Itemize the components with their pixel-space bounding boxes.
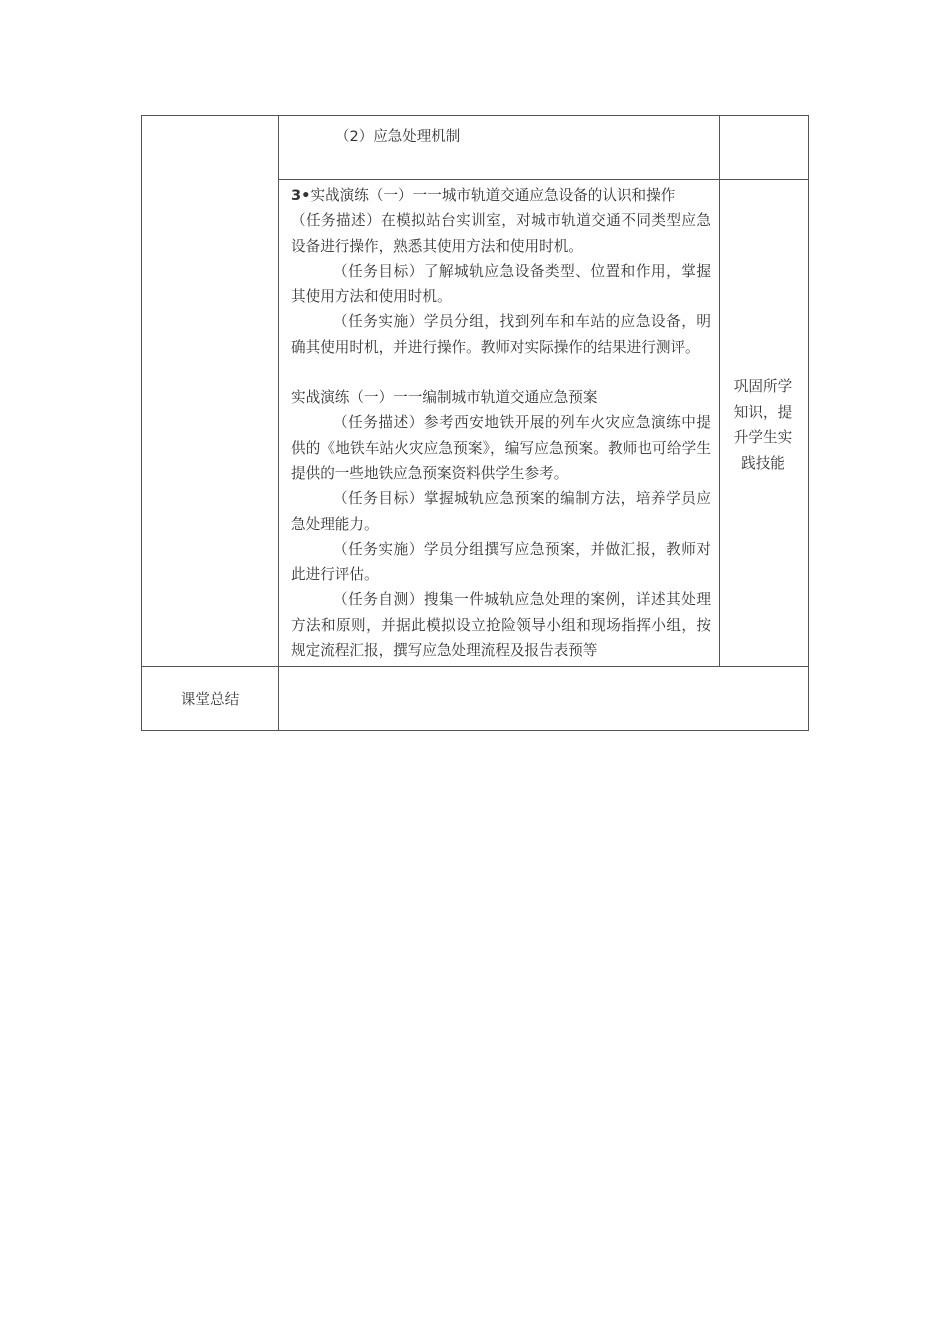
practice-1-description: （任务描述）在模拟站台实训室，对城市轨道交通不同类型应急设备进行操作，熟悉其使用方法和使用时机。 [291,212,711,255]
practice-2-goal: （任务目标）掌握城轨应急预案的编制方法，培养学员应急处理能力。 [291,490,711,533]
objective-line: 知识，提 [733,403,793,421]
practice-1-goal: （任务目标）了解城轨应急设备类型、位置和作用，掌握其使用方法和使用时机。 [291,262,711,306]
practice-2-description: （任务描述）参考西安地铁开展的列车火灾应急演练中提供的《地铁车站火灾应急预案》，编写应急预案。教师也可给学生提供的一些地铁应急预案资料供学生参考。 [291,414,711,482]
paragraph-gap [291,360,711,385]
practice-2-self-test: （任务自测）搜集一件城轨应急处理的案例，详述其处理方法和原则，并据此模拟设立抢险领导小组和现场指挥小组，按规定流程汇报，撰写应急处理流程及报告表预等 [291,591,711,660]
table-right-border [808,115,809,731]
practice-1-title: 3•实战演练（一）一一城市轨道交通应急设备的认识和操作 [291,187,676,204]
practice-1-implementation: （任务实施）学员分组，找到列车和车站的应急设备，明确其使用时机，并进行操作。教师对实际操作的结果进行测评。 [291,313,711,356]
table-top-border [141,115,809,116]
row1-bottom-border [278,179,809,180]
column2-divider [719,115,720,667]
table-left-border [141,115,142,731]
class-summary-label: 课堂总结 [180,691,240,708]
row2-bottom-border [141,666,809,667]
practice-2-implementation: （任务实施）学员分组撰写应急预案，并做汇报，教师对此进行评估。 [291,540,711,584]
objective-line: 践技能 [741,454,785,472]
practice-content [291,183,711,664]
objective-note [726,374,800,476]
column1-divider [278,115,279,731]
objective-line: 巩固所学 [733,378,793,395]
practice-2-title: 实战演练（一）一一编制城市轨道交通应急预案 [291,389,598,407]
table-bottom-border [141,730,809,731]
objective-line: 升学生实 [733,429,793,446]
section-heading-emergency-mechanism: （2）应急处理机制 [335,129,461,145]
